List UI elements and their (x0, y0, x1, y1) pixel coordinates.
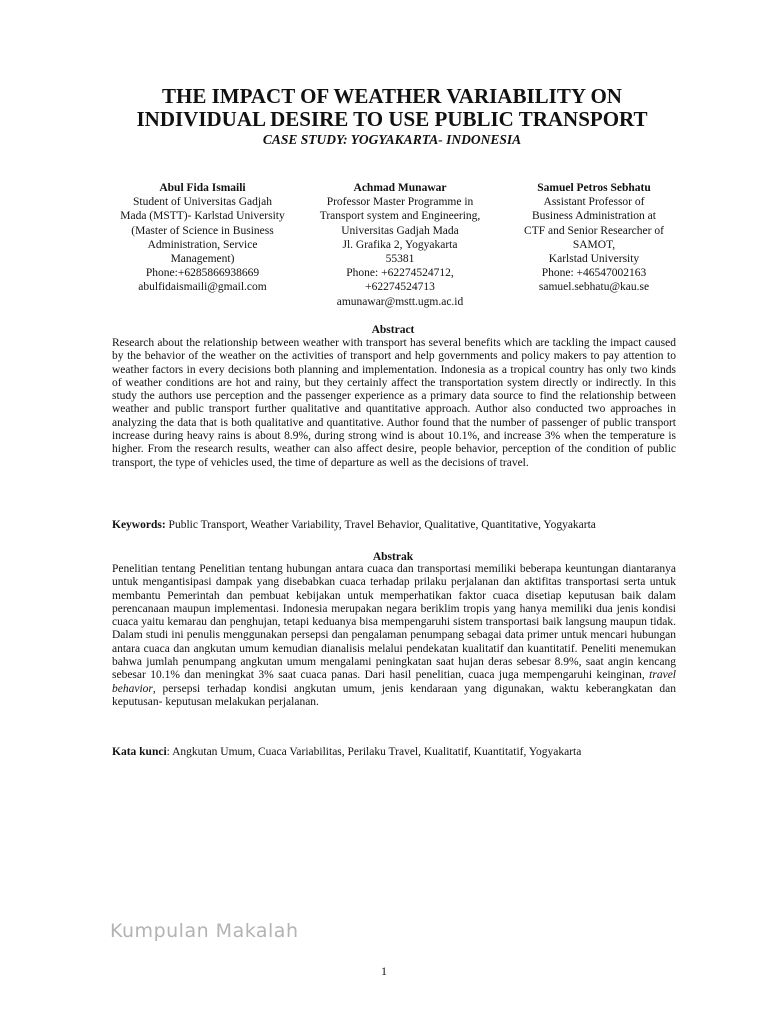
author-affiliation-line: Student of Universitas Gadjah (133, 196, 272, 209)
watermark-text: Kumpulan Makalah (110, 920, 299, 942)
title-line-1: THE IMPACT OF WEATHER VARIABILITY ON (162, 84, 622, 108)
author-affiliation-line: Transport system and Engineering, (319, 210, 481, 223)
abstrak-text-part: Penelitian tentang Penelitian tentang hubungan antara cuaca dan transportasi memiliki beberapa keuntungan diantaranya untuk mengantisipasi dampak yang disebabkan cuaca terhadap prilaku perjalanan dan aktifitas transportasi serta untuk membantu Pemerintah dan pembuat kebijakan untuk memperhatikan faktor cuaca disetiap keputusan baik dalam perencanaan maupun implementasi. Indonesia merupakan negara beriklim tropis yang hanya memiliki dua jenis kondisi cuaca yaitu kemarau dan penghujan, tetapi keduanya bisa mempengaruhi sistem transportasi baik langsung maupun tidak. Dalam studi ini penulis menggunakan persepsi dan pengalaman penumpang sebagai data primer untuk mencari hubungan antara cuaca dan angkutan umum kemudian dianalisis melalui pendekatan kualitatif dan kuantitatif. Peneliti menemukan bahwa jumlah penumpang angkutan umum mengalami peningkatan saat hujan deras sebesar 8.9%, saat angin kencang sebesar 10.1% dan meningkat 3% saat cuaca panas. Dari hasil penelitian, cuaca juga mempengaruhi keinginan, (112, 563, 676, 682)
keywords-line (112, 518, 676, 532)
abstrak-text-part: , persepsi terhadap kondisi angkutan umum, jenis kendaraan yang digunakan, waktu keberangkatan dan keputusan- keputusan melakukan perjalanan. (112, 682, 676, 708)
paper-title (100, 85, 684, 131)
author-affiliation-line: Professor Master Programme in (326, 196, 474, 209)
author-affiliation-line: Management) (170, 253, 235, 266)
author-phone: Phone:+6285866938669 (145, 267, 260, 280)
author-phone: Phone: +62274524712, (346, 267, 454, 280)
keywords-text: Public Transport, Weather Variability, Travel Behavior, Qualitative, Quantitative, Yogyakarta (168, 519, 596, 531)
author-address-line: 55381 (385, 253, 415, 266)
author-phone: +62274524713 (365, 281, 435, 294)
author-name: Abul Fida Ismaili (159, 182, 246, 194)
author-email: samuel.sebhatu@kau.se (538, 281, 650, 294)
author-name: Achmad Munawar (353, 182, 447, 194)
author-block-3 (503, 181, 685, 295)
author-affiliation-line: Mada (MSTT)- Karlstad University (120, 210, 285, 223)
author-affiliation-line: Administration, Service (147, 238, 258, 251)
author-name: Samuel Petros Sebhatu (537, 182, 651, 194)
author-block-2 (305, 181, 495, 309)
abstract-heading: Abstract (371, 324, 415, 336)
abstract-text: Research about the relationship between weather with transport has several benefits which are tackling the impact caused by the behavior of the weather on the activities of transport and help governments and policy makers to pay attention to weather factors in every decisions both planning and implementation. Indonesia as a tropical country has only two kinds of weather conditions are hot and rainy, but they certainly affect the transportation system directly or indirectly. In this study the authors use perception and the passenger experience as a primary data source to find the relationship between weather and public transport further qualitative and quantitative approach. Author also conducted two approaches in analyzing the data that is both qualitative and quantitative. Author found that the number of passenger of public transport increase during heavy rains is about 8.9%, during strong wind is about 10.1%, and increase 3% when the temperature is higher. From the research results, weather can also affect desire, people behavior, perception of the condition of public transport, the type of vehicles used, the time of departure as well as the decisions of travel. (112, 337, 676, 469)
author-phone: Phone: +46547002163 (541, 267, 647, 280)
author-affiliation-line: Business Administration at (532, 210, 656, 223)
author-email: abulfidaismaili@gmail.com (138, 281, 267, 294)
kata-kunci-text: : Angkutan Umum, Cuaca Variabilitas, Perilaku Travel, Kualitatif, Kuantitatif, Yogyakarta (166, 746, 582, 758)
author-affiliation-line: Karlstad University (548, 253, 640, 266)
author-affiliation-line: CTF and Senior Researcher of (524, 224, 664, 237)
author-block-1 (105, 181, 300, 295)
author-affiliation-line: Universitas Gadjah Mada (341, 224, 459, 237)
paper-subtitle: CASE STUDY: YOGYAKARTA- INDONESIA (262, 132, 522, 147)
author-list (105, 181, 685, 311)
author-email: amunawar@mstt.ugm.ac.id (336, 295, 464, 308)
keywords-label: Keywords: (112, 519, 166, 531)
author-affiliation-line: (Master of Science in Business (131, 224, 274, 237)
abstrak-heading: Abstrak (372, 551, 414, 563)
kata-kunci-label: Kata kunci (112, 746, 167, 758)
kata-kunci-line (112, 745, 676, 759)
page-number: 1 (381, 964, 387, 978)
author-affiliation-line: SAMOT, (572, 238, 616, 251)
abstrak-text (112, 563, 676, 709)
abstrak-italic-term: travel behavior (112, 669, 676, 695)
author-affiliation-line: Assistant Professor of (543, 196, 645, 209)
author-address-line: Jl. Grafika 2, Yogyakarta (342, 238, 458, 251)
title-line-2: INDIVIDUAL DESIRE TO USE PUBLIC TRANSPORT (136, 107, 648, 131)
